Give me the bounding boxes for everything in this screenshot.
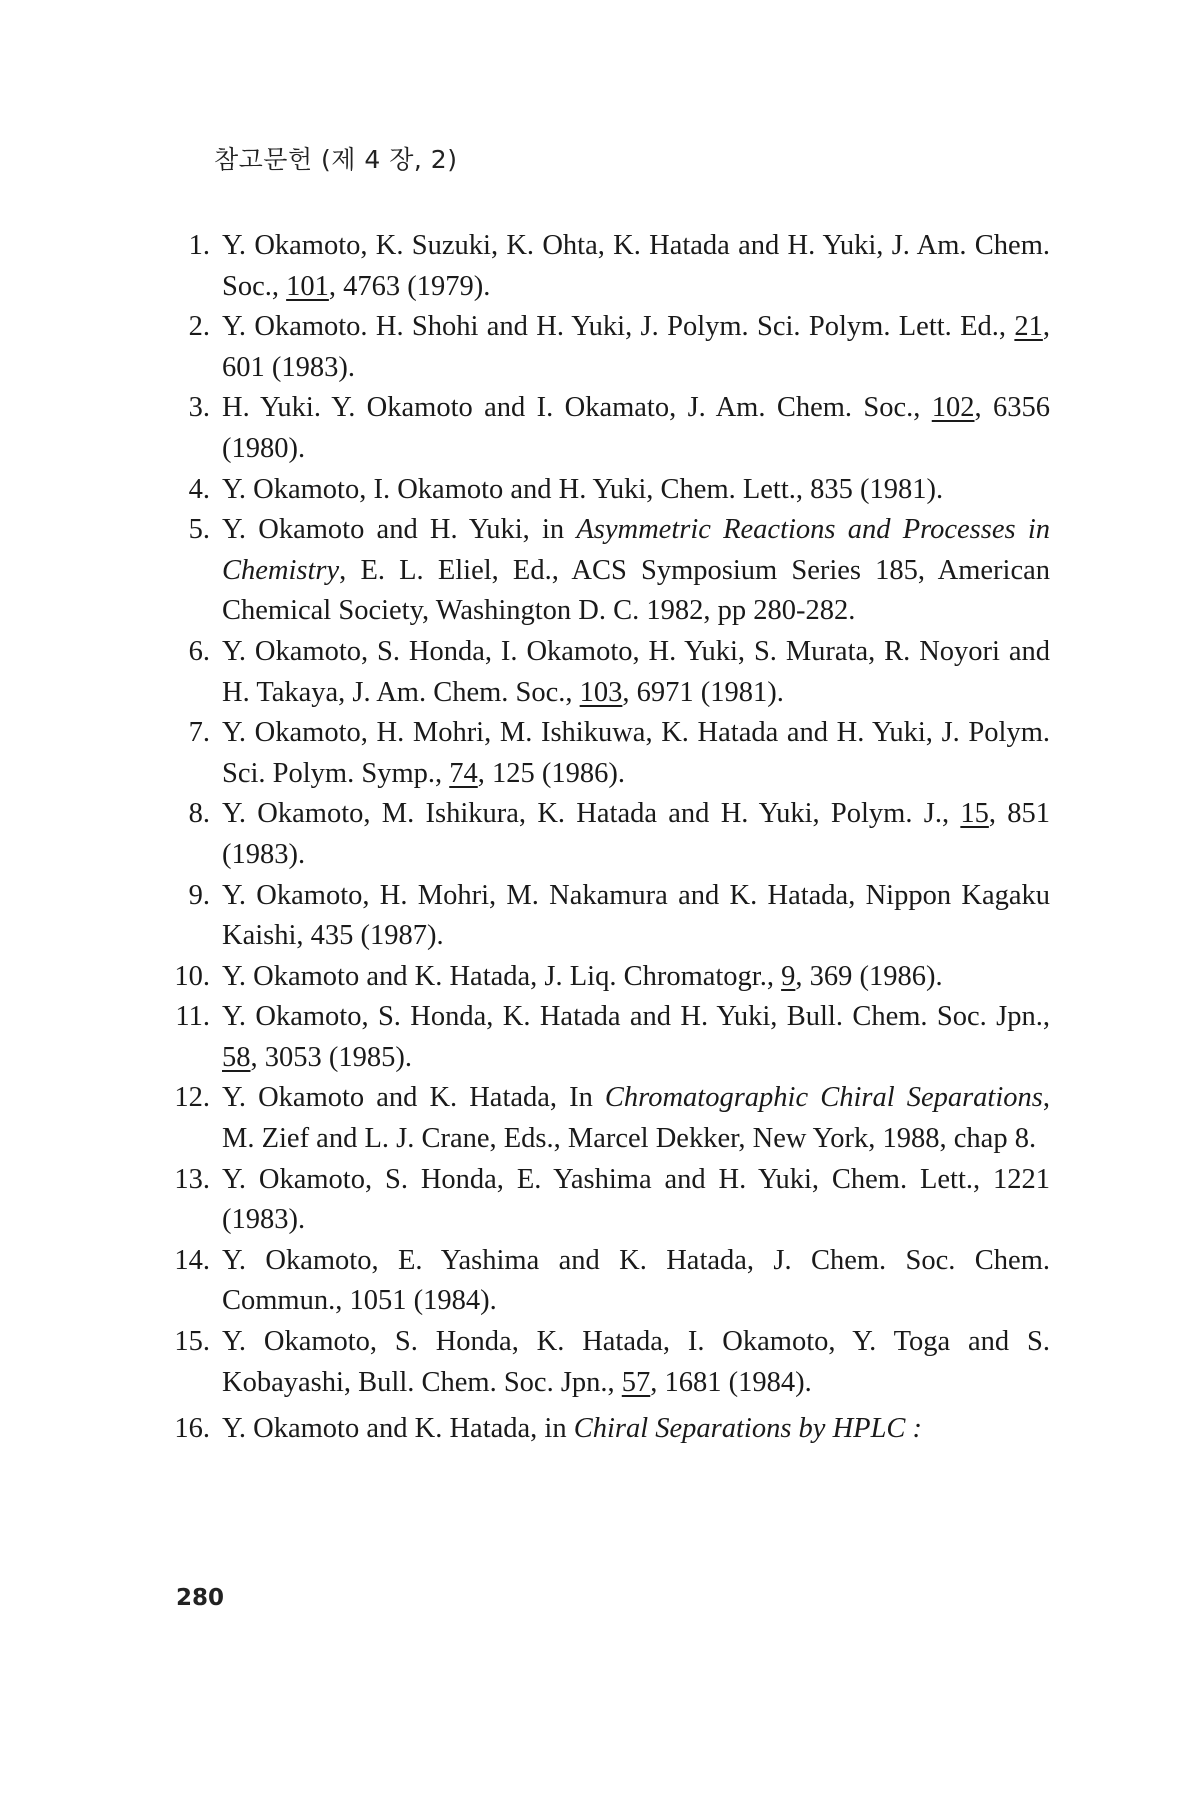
reference-citation: Y. Okamoto, S. Honda, I. Okamoto, H. Yuki, S. Murata, R. Noyori and H. Takaya, J. Am. Chem. Soc.,	[222, 635, 1050, 708]
reference-number: 8.	[188, 798, 210, 830]
reference-text	[222, 1322, 1050, 1403]
reference-citation: Y. Okamoto. H. Shohi and H. Yuki, J. Polym. Sci. Polym. Lett. Ed.,	[222, 311, 1015, 343]
reference-pages: , 3053 (1985).	[250, 1041, 412, 1073]
page-number: 280	[176, 1585, 225, 1611]
reference-citation: Y. Okamoto and H. Yuki, in	[222, 514, 577, 546]
reference-volume: 102	[931, 392, 975, 424]
reference-number: 15.	[174, 1326, 210, 1358]
reference-pages: , 6971 (1981).	[622, 676, 784, 708]
reference-publisher: , M. Zief and L. J. Crane, Eds., Marcel Dekker, New York, 1988, chap 8.	[222, 1082, 1050, 1155]
reference-number: 7.	[188, 717, 210, 749]
reference-number: 12.	[174, 1082, 210, 1114]
reference-text	[222, 1241, 1050, 1322]
reference-pages: , 369 (1986).	[795, 960, 943, 992]
reference-citation: Y. Okamoto and K. Hatada, In	[222, 1082, 605, 1114]
reference-item	[160, 470, 1050, 511]
reference-text	[222, 388, 1050, 469]
reference-citation: Y. Okamoto, S. Honda, E. Yashima and H. Yuki, Chem. Lett., 1221 (1983).	[222, 1163, 1050, 1236]
reference-volume: 101	[286, 270, 329, 302]
reference-citation: Y. Okamoto, H. Mohri, M. Ishikuwa, K. Hatada and H. Yuki, J. Polym. Sci. Polym. Symp.,	[222, 717, 1050, 789]
reference-pages: , 1681 (1984).	[650, 1366, 812, 1398]
reference-pages: , 4763 (1979).	[328, 270, 491, 302]
reference-volume: 15	[960, 798, 989, 830]
reference-text	[222, 713, 1050, 794]
reference-volume: 74	[449, 757, 478, 789]
reference-volume: 57	[621, 1366, 651, 1398]
reference-pages: , 601 (1983).	[222, 311, 1050, 383]
reference-item	[160, 1409, 1050, 1450]
reference-number: 14.	[174, 1244, 210, 1276]
reference-citation: Y. Okamoto, M. Ishikura, K. Hatada and H. Yuki, Polym. J.,	[222, 798, 961, 830]
reference-text	[222, 1078, 1050, 1159]
reference-item	[160, 1322, 1050, 1403]
reference-item	[160, 510, 1050, 632]
reference-number: 4.	[188, 473, 210, 505]
reference-text	[222, 632, 1050, 713]
reference-citation: Y. Okamoto and K. Hatada, J. Liq. Chromatogr.,	[222, 960, 782, 992]
reference-publisher: , E. L. Eliel, Ed., ACS Symposium Series 185, American Chemical Society, Washington D. C. 1982, pp 280-282.	[222, 554, 1050, 627]
reference-number: 13.	[174, 1163, 210, 1195]
reference-volume: 58	[222, 1041, 251, 1073]
reference-text	[222, 307, 1050, 388]
reference-item	[160, 1160, 1050, 1241]
reference-citation: Y. Okamoto, I. Okamoto and H. Yuki, Chem. Lett., 835 (1981).	[222, 473, 944, 505]
reference-volume: 9	[781, 960, 796, 992]
reference-item	[160, 226, 1050, 307]
reference-item	[160, 1241, 1050, 1322]
reference-book-title: Asymmetric Reactions and Processes in Chemistry	[222, 514, 1050, 586]
reference-list	[160, 226, 1050, 1450]
reference-item	[160, 632, 1050, 713]
reference-citation: Y. Okamoto and K. Hatada, in	[222, 1413, 574, 1445]
reference-pages: , 851 (1983).	[222, 798, 1051, 870]
reference-citation: Y. Okamoto, E. Yashima and K. Hatada, J. Chem. Soc. Chem. Commun., 1051 (1984).	[222, 1244, 1050, 1317]
reference-book-title: Chiral Separations by HPLC :	[573, 1413, 923, 1445]
reference-citation: H. Yuki. Y. Okamoto and I. Okamato, J. Am. Chem. Soc.,	[222, 392, 932, 424]
reference-volume: 103	[579, 676, 623, 708]
reference-text	[222, 794, 1050, 875]
reference-number: 10.	[174, 960, 210, 992]
reference-item	[160, 713, 1050, 794]
reference-item	[160, 1078, 1050, 1159]
reference-item	[160, 388, 1050, 469]
reference-citation: Y. Okamoto, S. Honda, K. Hatada and H. Yuki, Bull. Chem. Soc. Jpn.,	[222, 1001, 1050, 1033]
reference-pages: , 125 (1986).	[477, 757, 625, 789]
reference-text	[222, 957, 1050, 998]
reference-text	[222, 470, 1050, 511]
reference-number: 6.	[188, 635, 210, 667]
reference-text	[222, 226, 1050, 307]
reference-text	[222, 510, 1050, 632]
reference-number: 16.	[174, 1413, 210, 1445]
reference-item	[160, 794, 1050, 875]
reference-number: 11.	[175, 1001, 210, 1033]
reference-citation: Y. Okamoto, H. Mohri, M. Nakamura and K. Hatada, Nippon Kagaku Kaishi, 435 (1987).	[222, 879, 1050, 952]
reference-volume: 21	[1014, 311, 1043, 343]
reference-item	[160, 307, 1050, 388]
reference-number: 2.	[188, 311, 210, 343]
reference-citation: Y. Okamoto, K. Suzuki, K. Ohta, K. Hatada and H. Yuki, J. Am. Chem. Soc.,	[222, 230, 1050, 302]
reference-number: 3.	[188, 392, 210, 424]
reference-item	[160, 876, 1050, 957]
reference-number: 9.	[188, 879, 210, 911]
reference-text	[222, 1160, 1050, 1241]
reference-text	[222, 876, 1050, 957]
reference-item	[160, 997, 1050, 1078]
reference-number: 1.	[188, 230, 210, 261]
reference-book-title: Chromatographic Chiral Separations	[604, 1082, 1043, 1114]
reference-pages: , 6356 (1980).	[222, 392, 1050, 464]
reference-text	[222, 997, 1050, 1078]
section-heading: 참고문헌 (제 4 장, 2)	[214, 145, 458, 174]
reference-number: 5.	[188, 514, 210, 546]
reference-citation: Y. Okamoto, S. Honda, K. Hatada, I. Okamoto, Y. Toga and S. Kobayashi, Bull. Chem. Soc. Jpn.,	[222, 1326, 1050, 1398]
reference-item	[160, 957, 1050, 998]
reference-text	[222, 1409, 1050, 1450]
